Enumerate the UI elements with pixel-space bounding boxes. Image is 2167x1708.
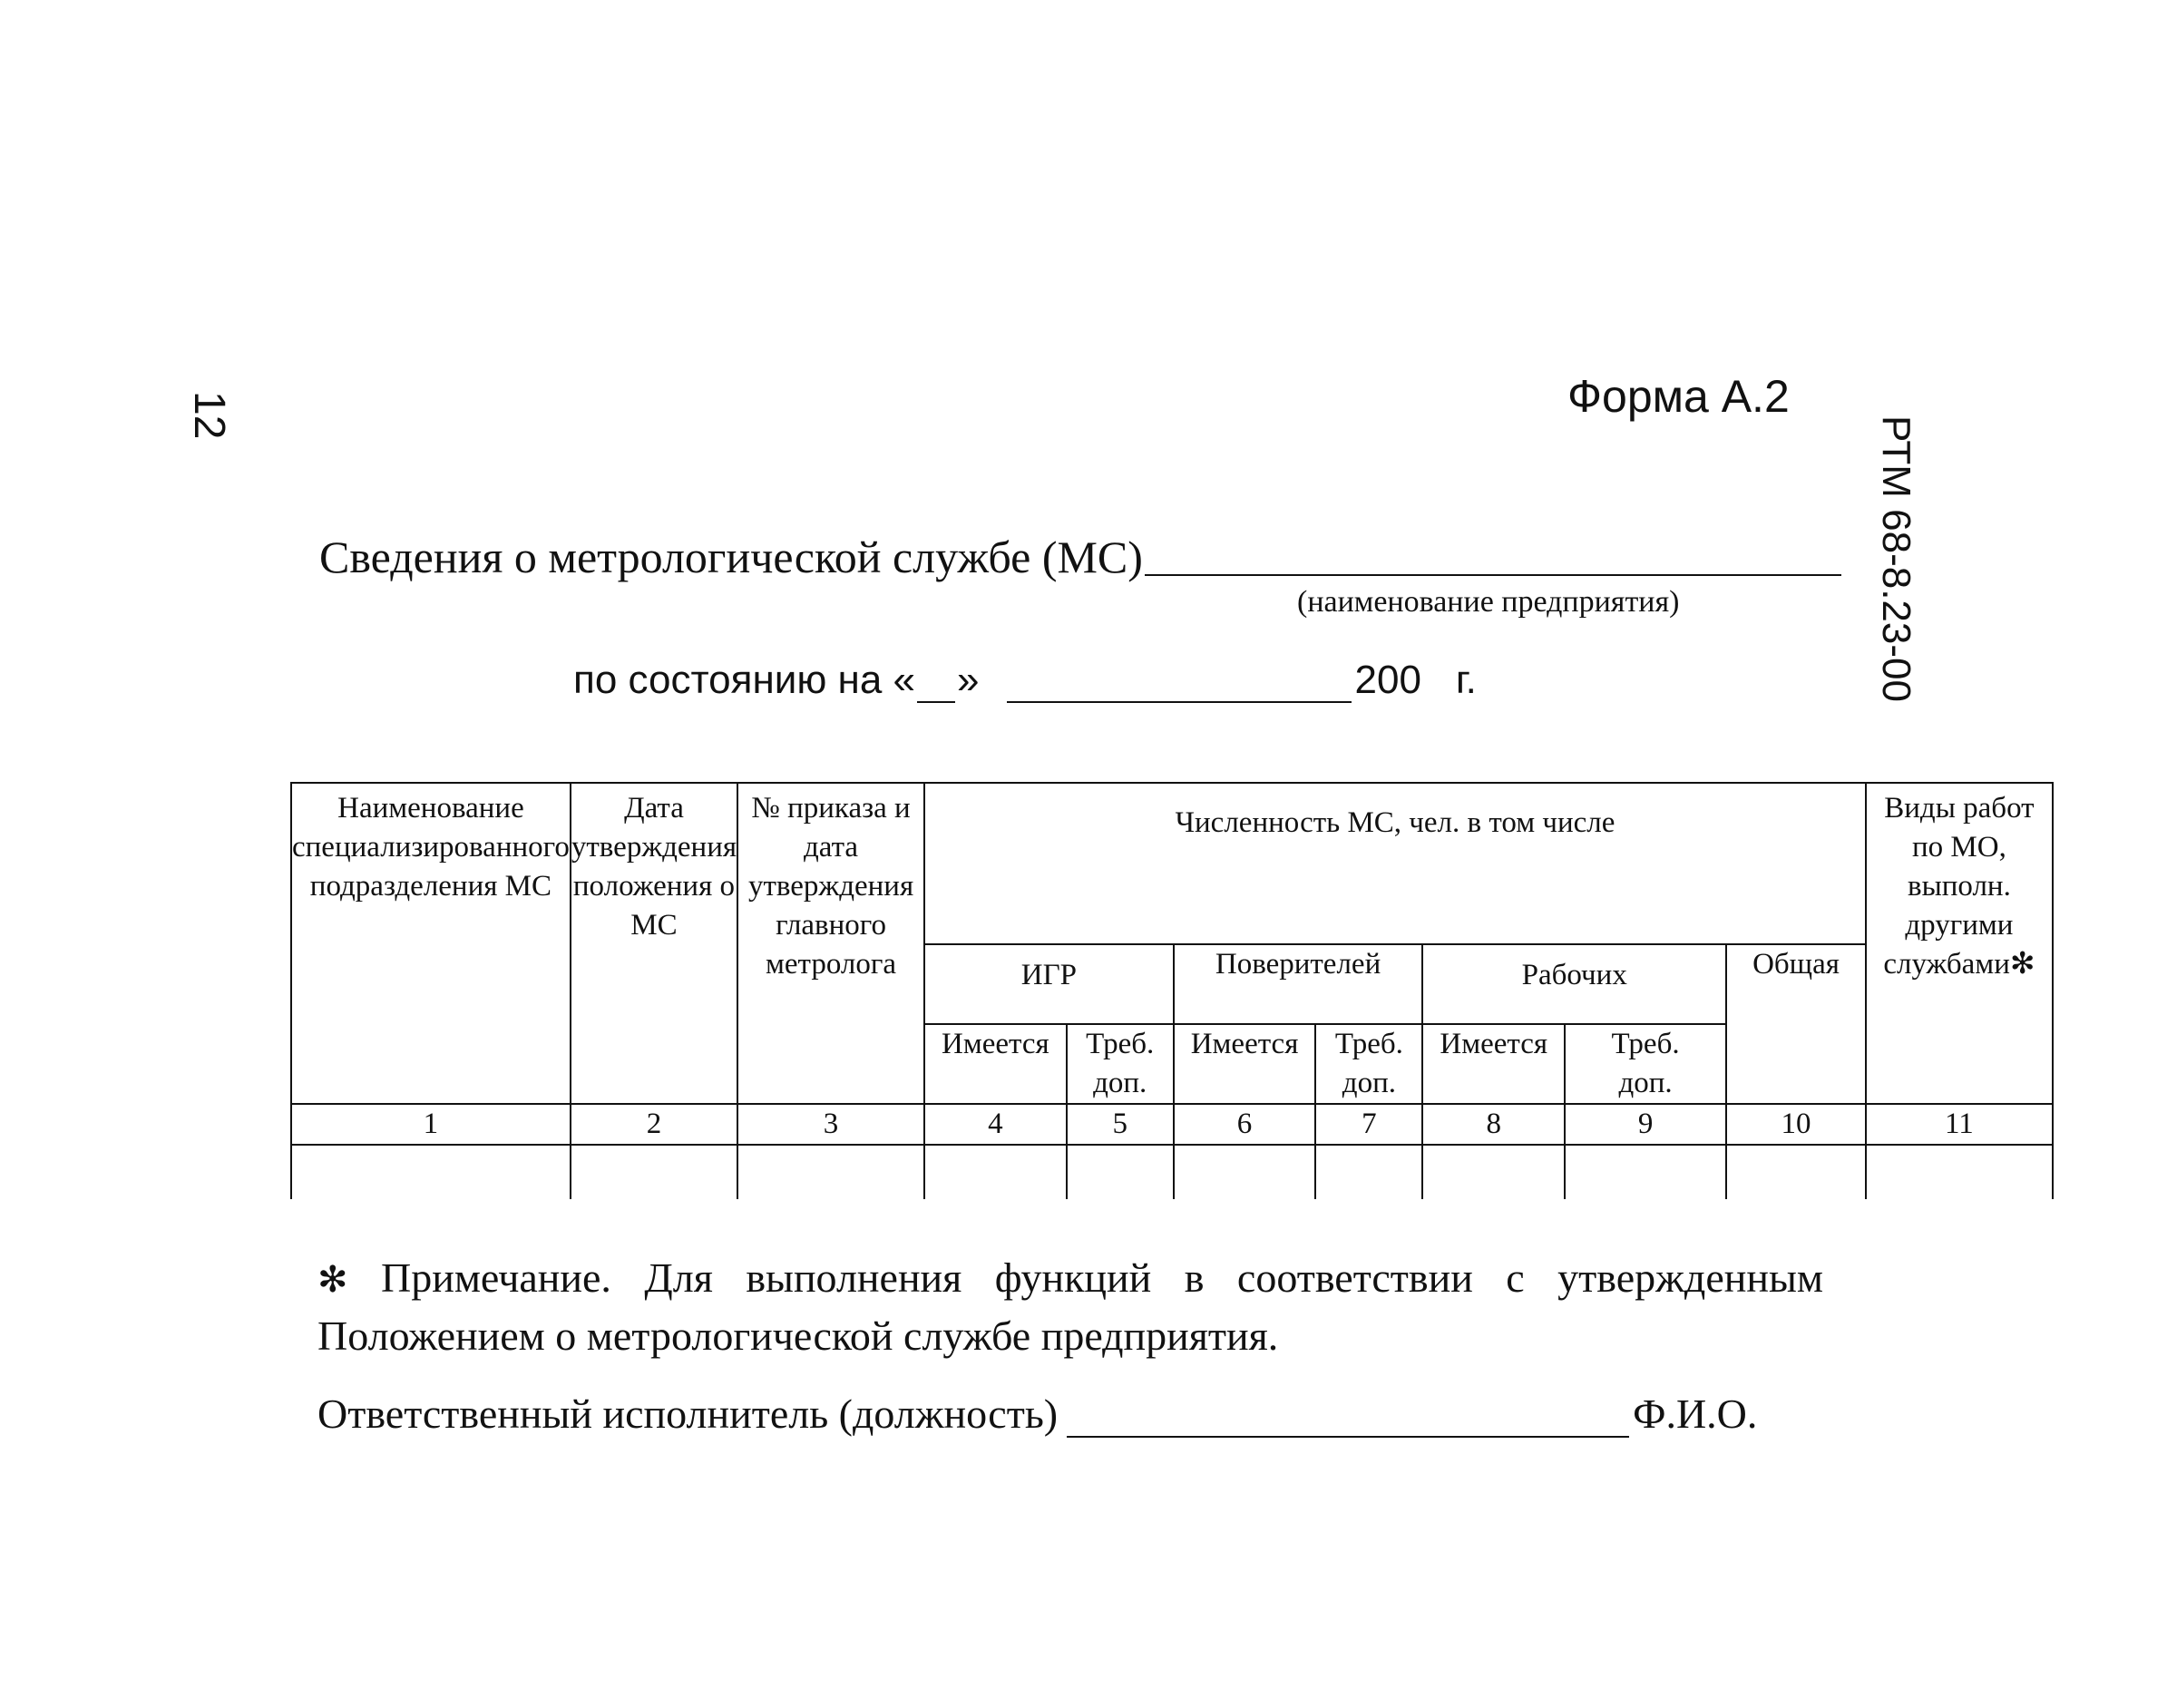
table-cell [571,1145,737,1199]
table-cell [1174,1145,1316,1199]
table-cell [1565,1145,1726,1199]
table-cell [1422,1145,1565,1199]
header-imeetsya-igr: Имеется [924,1024,1067,1104]
column-number: 1 [291,1104,571,1145]
header-rabochikh: Рабочих [1422,944,1726,1024]
column-number: 11 [1866,1104,2053,1145]
header-col-3: № приказа и дата утверждения главного метролога [737,783,924,1104]
date-prefix: по состоянию на « [573,658,916,702]
column-number: 2 [571,1104,737,1145]
form-label: Форма А.2 [1567,371,1790,422]
enterprise-caption: (наименование предприятия) [1297,585,1680,619]
footnote [317,1250,1823,1364]
header-poveriteley: Поверителей [1174,944,1423,1024]
responsible-blank [1067,1400,1629,1438]
column-number: 8 [1422,1104,1565,1145]
enterprise-name-blank [1145,574,1841,576]
responsible-label: Ответственный исполнитель (должность) [317,1391,1059,1437]
document-code: РТМ 68-8.23-00 [1874,415,1918,702]
asterisk-icon: ✻ [317,1259,348,1300]
table-cell [291,1145,571,1199]
header-treb-dop-rabochikh: Треб. доп. [1565,1024,1726,1104]
table-cell [1067,1145,1174,1199]
header-imeetsya-poveriteley: Имеется [1174,1024,1316,1104]
month-blank [1007,667,1352,703]
header-col-11: Виды работ по МО, выполн. другими службами✻ [1866,783,2053,1104]
table-cell [737,1145,924,1199]
page-number: 12 [185,391,233,440]
column-number: 3 [737,1104,924,1145]
column-number: 9 [1565,1104,1726,1145]
responsible-line [317,1390,1757,1438]
header-treb-dop-igr: Треб. доп. [1067,1024,1174,1104]
header-col-2: Дата утверждения положения о МС [571,783,737,1104]
date-line [573,658,1477,703]
header-group-headcount: Численность МС, чел. в том числе [924,783,1866,944]
table-cell [1315,1145,1422,1199]
table-cell [1866,1145,2053,1199]
table-cell [924,1145,1067,1199]
header-igr: ИГР [924,944,1174,1024]
date-quote-close: » [957,658,980,702]
column-number: 7 [1315,1104,1422,1145]
form-title: Сведения о метрологической службе (МС) [319,532,1143,582]
table-cell [1726,1145,1866,1199]
column-number: 10 [1726,1104,1866,1145]
column-number: 4 [924,1104,1067,1145]
header-col-1: Наименование специализированного подразделения МС [291,783,571,1104]
metrology-service-table [290,782,2054,1199]
year-prefix: 200 [1354,658,1421,702]
header-col-10: Общая [1726,944,1866,1104]
day-blank [917,667,955,703]
column-number: 6 [1174,1104,1316,1145]
header-treb-dop-poveriteley: Треб. доп. [1315,1024,1422,1104]
column-number: 5 [1067,1104,1174,1145]
footnote-text: Примечание. Для выполнения функций в соответствии с утвержденным Положением о метрологической службе предприятия. [317,1254,1823,1359]
fio-label: Ф.И.О. [1633,1391,1758,1437]
year-suffix: г. [1455,658,1477,702]
header-imeetsya-rabochikh: Имеется [1422,1024,1565,1104]
